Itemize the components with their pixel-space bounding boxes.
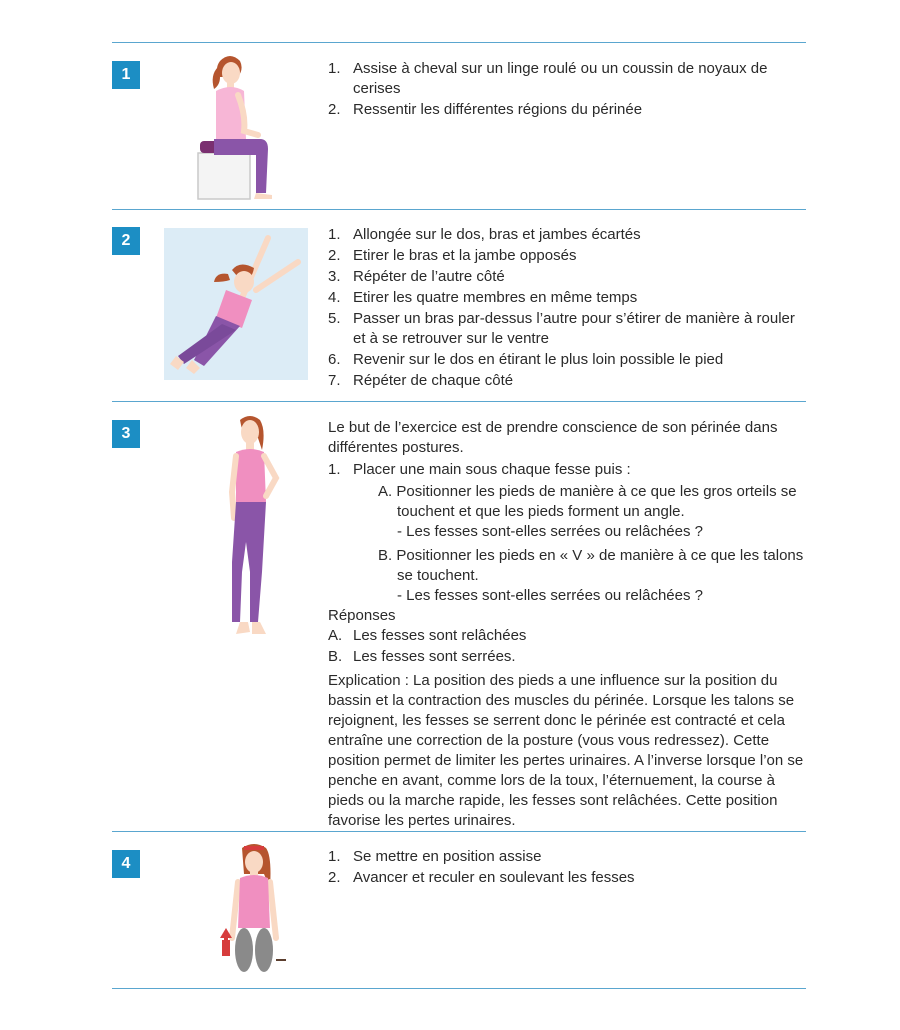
exercise-steps [328, 847, 808, 889]
exercise-number-badge: 1 [112, 61, 140, 89]
exercise-section-3 [112, 402, 806, 831]
list-item: 2. Avancer et reculer en soulevant les fesses [328, 869, 635, 886]
list-item: 1. Assise à cheval sur un linge roulé ou un coussin de noyaux de cerises [328, 60, 768, 97]
list-item: 1. Se mettre en position assise [328, 848, 542, 865]
divider [112, 988, 806, 989]
list-item: 1. Placer une main sous chaque fesse puis : [328, 461, 631, 478]
list-item: 7. Répéter de chaque côté [328, 372, 514, 389]
exercise-number-badge: 2 [112, 227, 140, 255]
exercise-number-badge: 4 [112, 850, 140, 878]
exercise-intro: Le but de l’exercice est de prendre conscience de son périnée dans différentes postures. [328, 419, 778, 456]
exercise-number-badge: 3 [112, 420, 140, 448]
list-item: B. Les fesses sont serrées. [328, 648, 516, 665]
exercise-content [328, 418, 808, 831]
list-item: A. Les fesses sont relâchées [328, 627, 527, 644]
woman-lying-stretching-icon [164, 228, 308, 380]
exercise-section-2 [112, 210, 806, 400]
answers-title: Réponses [328, 607, 396, 624]
woman-sitting-on-cushion-icon [190, 53, 290, 203]
list-item: 2. Etirer le bras et la jambe opposés [328, 247, 577, 264]
exercise-section-4 [112, 832, 806, 988]
list-item: 5. Passer un bras par-dessus l’autre pour s’étirer de manière à rouler et à se retrouver sur le ventre [328, 310, 795, 347]
list-item: 1. Allongée sur le dos, bras et jambes écartés [328, 226, 641, 243]
list-item: 6. Revenir sur le dos en étirant le plus loin possible le pied [328, 351, 724, 368]
exercise-steps [328, 59, 808, 121]
sub-item-a: A. Positionner les pieds de manière à ce que les gros orteils se touchent et que les pieds forment un angle. - Les fesses sont-elles serrées ou relâchées ? [378, 483, 797, 540]
list-item: 4. Etirer les quatre membres en même temps [328, 289, 638, 306]
list-item: 3. Répéter de l’autre côté [328, 268, 505, 285]
woman-seated-lifting-hips-icon [220, 842, 290, 982]
explanation-paragraph: Explication : La position des pieds a une influence sur la position du bassin et la contraction des muscles du périnée. Lorsque les talons se rejoignent, les fesses se serrent donc le périnée est contracté et cela entraîne une correction de la posture (vous vous redressez). Cette position permet de limiter les pertes urinaires. A l’inverse lorsque l’on se penche en avant, comme lors de la toux, l’éternuement, la course à pieds ou la marche rapide, les fesses sont relâchées. Cette position favorise les pertes urinaires. [328, 672, 804, 829]
woman-standing-hand-on-hip-icon [224, 414, 294, 646]
exercise-section-1 [112, 43, 806, 210]
sub-item-b: B. Positionner les pieds en « V » de manière à ce que les talons se touchent. - Les fesses sont-elles serrées ou relâchées ? [378, 547, 804, 604]
exercise-steps [328, 225, 808, 392]
list-item: 2. Ressentir les différentes régions du périnée [328, 101, 643, 118]
